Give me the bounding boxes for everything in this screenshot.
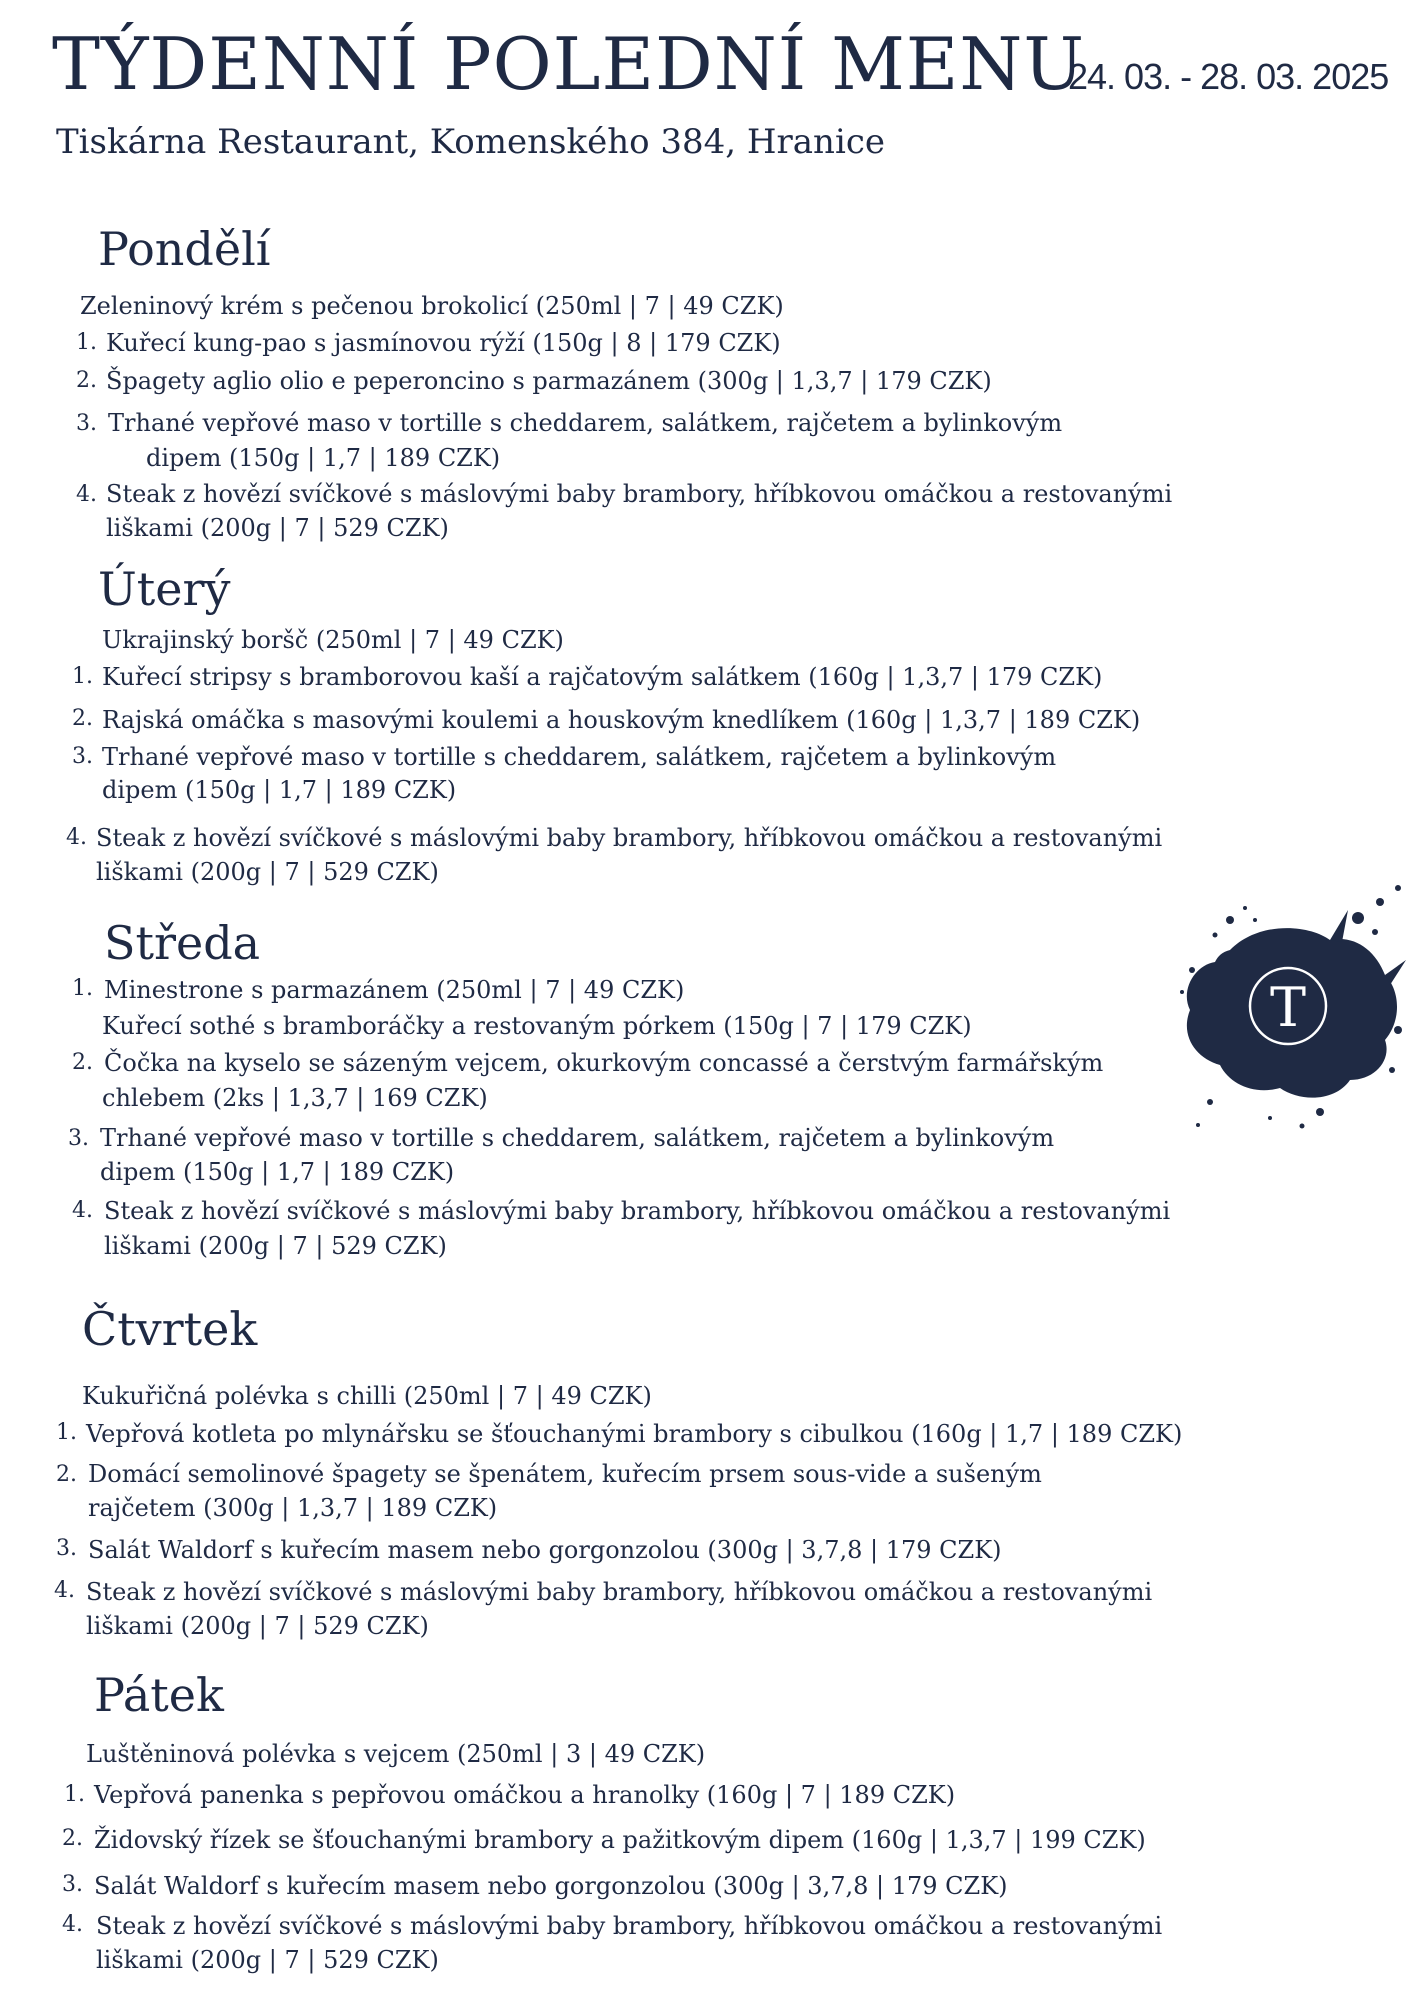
page-title: TÝDENNÍ POLEDNÍ MENU bbox=[52, 22, 1086, 106]
menu-item: Salát Waldorf s kuřecím masem nebo gorgonzolou (300g | 3,7,8 | 179 CZK) bbox=[88, 1536, 1002, 1564]
item-number: 2. bbox=[72, 1050, 93, 1075]
menu-item: Rajská omáčka s masovými koulemi a houskovým knedlíkem (160g | 1,3,7 | 189 CZK) bbox=[102, 706, 1141, 734]
restaurant-address: Tiskárna Restaurant, Komenského 384, Hranice bbox=[56, 122, 885, 162]
item-number: 2. bbox=[62, 1826, 83, 1851]
item-number: 3. bbox=[72, 744, 93, 769]
menu-item: Trhané vepřové maso v tortille s cheddarem, salátkem, rajčetem a bylinkovým bbox=[108, 409, 1063, 437]
menu-item-continued: dipem (150g | 1,7 | 189 CZK) bbox=[100, 1158, 455, 1186]
menu-item-continued: liškami (200g | 7 | 529 CZK) bbox=[96, 1946, 439, 1974]
restaurant-logo bbox=[1170, 880, 1410, 1140]
item-number: 2. bbox=[56, 1462, 77, 1487]
soup-friday: Luštěninová polévka s vejcem (250ml | 3 | 49 CZK) bbox=[86, 1740, 706, 1768]
menu-item: Trhané vepřové maso v tortille s cheddarem, salátkem, rajčetem a bylinkovým bbox=[100, 1124, 1055, 1152]
menu-item-continued: liškami (200g | 7 | 529 CZK) bbox=[86, 1612, 429, 1640]
menu-item: Špagety aglio olio e peperoncino s parmazánem (300g | 1,3,7 | 179 CZK) bbox=[106, 367, 992, 395]
menu-item-continued: liškami (200g | 7 | 529 CZK) bbox=[106, 514, 449, 542]
day-heading-monday: Pondělí bbox=[98, 222, 271, 276]
menu-item-continued: liškami (200g | 7 | 529 CZK) bbox=[96, 858, 439, 886]
date-range: 24. 03. - 28. 03. 2025 bbox=[1068, 56, 1389, 97]
item-number: 4. bbox=[72, 1198, 93, 1223]
soup-tuesday: Ukrajinský boršč (250ml | 7 | 49 CZK) bbox=[102, 626, 564, 654]
item-number: 4. bbox=[54, 1578, 75, 1603]
soup-monday: Zeleninový krém s pečenou brokolicí (250ml | 7 | 49 CZK) bbox=[80, 292, 784, 320]
item-number: 1. bbox=[76, 330, 97, 355]
soup-thursday: Kukuřičná polévka s chilli (250ml | 7 | 49 CZK) bbox=[82, 1382, 652, 1410]
item-number: 2. bbox=[72, 706, 93, 731]
menu-item: Trhané vepřové maso v tortille s cheddarem, salátkem, rajčetem a bylinkovým bbox=[102, 743, 1057, 771]
item-number: 2. bbox=[76, 368, 97, 393]
item-number: 3. bbox=[56, 1536, 77, 1561]
menu-item: Steak z hovězí svíčkové s máslovými baby brambory, hříbkovou omáčkou a restovanými bbox=[96, 1912, 1163, 1940]
menu-item: Kuřecí kung-pao s jasmínovou rýží (150g | 8 | 179 CZK) bbox=[106, 329, 781, 357]
menu-item-continued: Kuřecí sothé s bramboráčky a restovaným pórkem (150g | 7 | 179 CZK) bbox=[102, 1012, 972, 1040]
menu-item: Salát Waldorf s kuřecím masem nebo gorgonzolou (300g | 3,7,8 | 179 CZK) bbox=[94, 1872, 1008, 1900]
item-number: 1. bbox=[72, 976, 93, 1001]
menu-item: Židovský řízek se šťouchanými brambory a pažitkovým dipem (160g | 1,3,7 | 199 CZK) bbox=[94, 1826, 1146, 1854]
menu-item: Minestrone s parmazánem (250ml | 7 | 49 CZK) bbox=[104, 976, 685, 1004]
menu-item: Kuřecí stripsy s bramborovou kaší a rajčatovým salátkem (160g | 1,3,7 | 179 CZK) bbox=[102, 663, 1103, 691]
menu-item: Steak z hovězí svíčkové s máslovými baby brambory, hříbkovou omáčkou a restovanými bbox=[86, 1578, 1153, 1606]
item-number: 4. bbox=[66, 825, 87, 850]
item-number: 3. bbox=[76, 411, 97, 436]
day-heading-friday: Pátek bbox=[94, 1668, 224, 1722]
menu-item-continued: liškami (200g | 7 | 529 CZK) bbox=[104, 1232, 447, 1260]
day-heading-wednesday: Středa bbox=[104, 916, 261, 970]
menu-item: Steak z hovězí svíčkové s máslovými baby brambory, hříbkovou omáčkou a restovanými bbox=[96, 824, 1163, 852]
day-heading-tuesday: Úterý bbox=[98, 562, 231, 616]
menu-item-continued: chlebem (2ks | 1,3,7 | 169 CZK) bbox=[102, 1084, 488, 1112]
menu-item-continued: dipem (150g | 1,7 | 189 CZK) bbox=[146, 444, 501, 472]
item-number: 4. bbox=[62, 1912, 83, 1937]
menu-item: Vepřová kotleta po mlynářsku se šťouchanými brambory s cibulkou (160g | 1,7 | 189 CZK) bbox=[86, 1420, 1183, 1448]
menu-item-continued: dipem (150g | 1,7 | 189 CZK) bbox=[102, 776, 457, 804]
item-number: 3. bbox=[62, 1872, 83, 1897]
menu-item: Steak z hovězí svíčkové s máslovými baby brambory, hříbkovou omáčkou a restovanými bbox=[106, 480, 1173, 508]
menu-item: Vepřová panenka s pepřovou omáčkou a hranolky (160g | 7 | 189 CZK) bbox=[94, 1781, 956, 1809]
item-number: 1. bbox=[64, 1782, 85, 1807]
menu-item: Steak z hovězí svíčkové s máslovými baby brambory, hříbkovou omáčkou a restovanými bbox=[104, 1197, 1171, 1225]
item-number: 3. bbox=[68, 1126, 89, 1151]
logo-letter: T bbox=[1269, 976, 1307, 1039]
item-number: 1. bbox=[72, 664, 93, 689]
menu-item-continued: rajčetem (300g | 1,3,7 | 189 CZK) bbox=[88, 1494, 498, 1522]
day-heading-thursday: Čtvrtek bbox=[82, 1302, 258, 1356]
menu-item: Čočka na kyselo se sázeným vejcem, okurkovým concassé a čerstvým farmářským bbox=[104, 1049, 1104, 1077]
menu-item: Domácí semolinové špagety se špenátem, kuřecím prsem sous-vide a sušeným bbox=[88, 1460, 1042, 1488]
item-number: 1. bbox=[56, 1420, 77, 1445]
item-number: 4. bbox=[76, 482, 97, 507]
